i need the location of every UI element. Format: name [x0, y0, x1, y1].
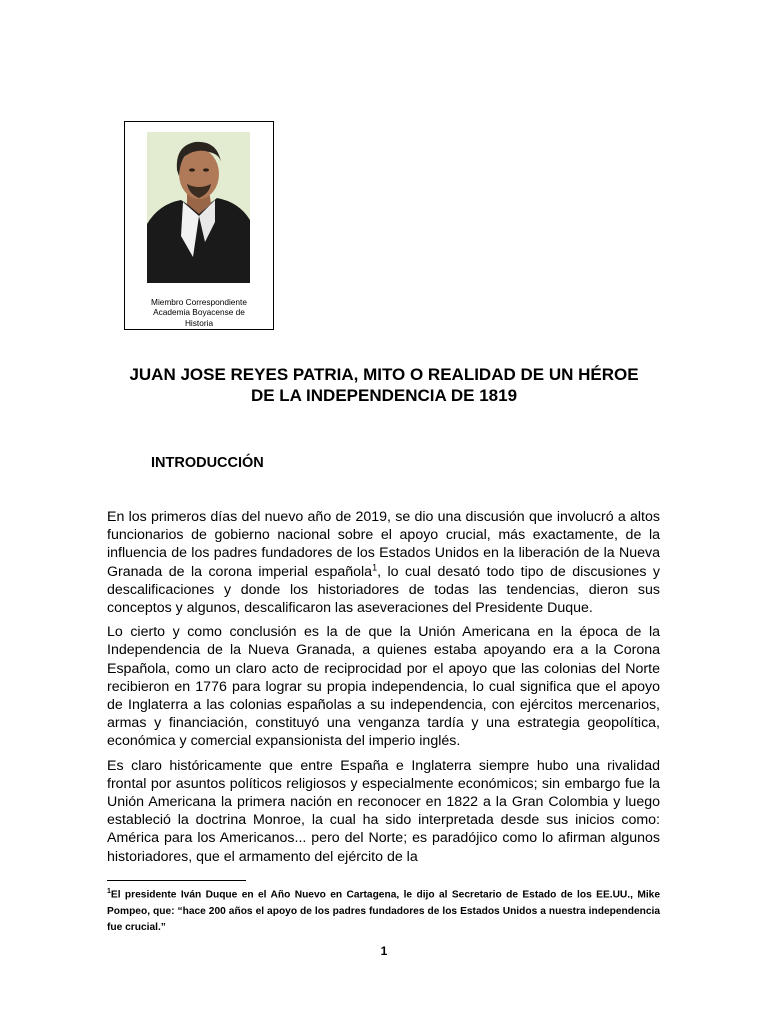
caption-line: Historia — [184, 317, 214, 328]
paragraph-3: Es claro históricamente que entre España e Inglaterra siempre hubo una rivalidad frontal por asuntos políticos religiosos y especialmente económicos; sin embargo fue la Unión Americana la primera nación en reconocer en 1822 a la Gran Colombia y luego estableció la doctrina Monroe, la cual ha sido interpretada desde sus inicios como: América para los Americanos... pero del Norte; es paradójico como lo afirman algunos historiadores, que el armamento del ejército de la — [107, 757, 660, 865]
page-number: 1 — [380, 944, 388, 958]
paragraph-1-start: En los primeros días del nuevo año de 2019, se dio una discusión que involucró a altos funcionarios de gobierno nacional sobre el apoyo crucial, más exactamente, de la influencia de los padres fundadores de los Estados Unidos en la liberación de la Nueva Granada de la corona imperial española — [107, 509, 660, 580]
footnote — [107, 884, 660, 937]
caption-line: Miembro Correspondiente — [151, 297, 247, 307]
paragraph-1-end: , lo cual desató todo tipo de discusiones y descalificaciones y donde los historiadores de todas las tendencias, dieron sus conceptos y algunos, descalificaron las aseveraciones del Presidente Duque. — [107, 563, 660, 617]
photo-caption — [125, 297, 273, 328]
author-photo-frame — [124, 121, 274, 330]
body-text — [107, 508, 660, 872]
footnote-text: El presidente Iván Duque en el Año Nuevo en Cartagena, le dijo al Secretario de Estado de los EE.UU., Mike Pompeo, que: “hace 200 años el apoyo de los padres fundadores de los Estados Unidos a nuestra independencia fue crucial.” — [107, 889, 660, 934]
title-line-2: DE LA INDEPENDENCIA DE 1819 — [250, 386, 518, 405]
author-photo — [147, 132, 250, 283]
footnote-separator — [107, 880, 246, 881]
footnote-reference: 1 — [372, 561, 378, 572]
document-title — [84, 364, 684, 406]
section-heading: INTRODUCCIÓN — [151, 455, 264, 471]
paragraph-1 — [107, 508, 660, 617]
title-line-1: JUAN JOSE REYES PATRIA, MITO O REALIDAD DE UN HÉROE — [129, 365, 639, 384]
caption-line: Academia Boyacense de — [153, 307, 245, 318]
footnote-marker: 1 — [107, 888, 111, 895]
paragraph-2: Lo cierto y como conclusión es la de que la Unión Americana en la época de la Independencia de la Nueva Granada, a quienes estaba apoyando era a la Corona Española, como un claro acto de reciprocidad por el apoyo que las colonias del Norte recibieron en 1776 para lograr su propia independencia, lo cual significa que el apoyo de Inglaterra a las colonias españolas a su independencia, con ejércitos mercenarios, armas y financiación, constituyó una venganza tardía y una estrategia geopolítica, económica y comercial expansionista del imperio inglés. — [107, 624, 660, 750]
